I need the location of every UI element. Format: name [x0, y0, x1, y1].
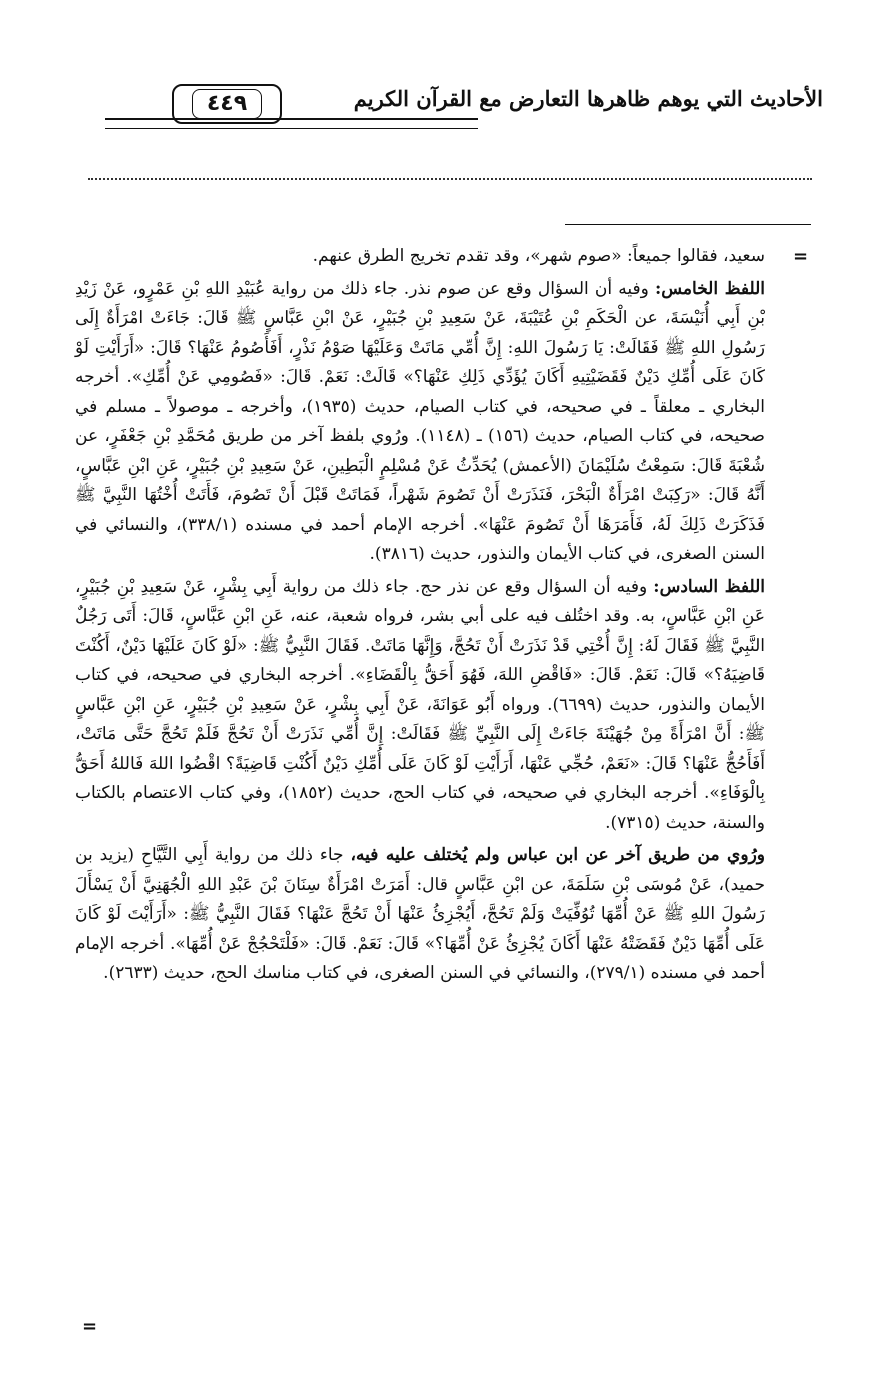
dotted-separator: [88, 178, 812, 180]
continuation-mark-bottom: =: [82, 1316, 98, 1337]
footnote-paragraph-1: [75, 242, 765, 272]
page-number-frame: [172, 84, 282, 124]
continuation-mark-top: =: [793, 246, 809, 267]
paragraph-1-text: سعيد، فقالوا جميعاً: «صوم شهر»، وقد تقدم تخريج الطرق عنهم.: [312, 246, 765, 266]
footnote-text: [75, 242, 765, 992]
footnote-rule: [565, 224, 811, 225]
footnote-paragraph-2: [75, 275, 765, 570]
paragraph-4-label: ورُوي من طريق آخر عن ابن عباس ولم يُختلف عليه فيه،: [350, 845, 765, 865]
footnote-paragraph-3: [75, 573, 765, 839]
page-number: ٤٤٩: [192, 89, 262, 119]
header-rule-left: [105, 118, 165, 129]
paragraph-4-text: جاء ذلك من رواية أَبِي التَّيَّاحِ (يزيد بن حميد)، عَنْ مُوسَى بْنِ سَلَمَةَ، عن ابْنِ عَبَّاسٍ قال: أَمَرَتْ امْرَأَةٌ سِنَانَ بْنَ عَبْدِ اللهِ الْجُهَنِيَّ أَنْ يَسْأَلَ رَسُولَ اللهِ ﷺ عَنْ أُمِّهَا تُوُفِّيَتْ وَلَمْ تَحُجَّ، أَيُجْزِئُ عَنْهَا أَنْ تَحُجَّ عَنْهَا؟ فَقَالَ النَّبِيُّ ﷺ: «أَرَأَيْتَ لَوْ كَانَ عَلَى أُمِّهَا دَيْنٌ فَقَضَتْهُ عَنْهَا أَكَانَ يُجْزِئُ عَنْ أُمِّهَا؟» قَالَ: نَعَمْ. قَالَ: «فَلْتَحْجُجْ عَنْ أُمِّهَا». أخرجه الإمام أحمد في مسنده (٢٧٩/١)، والنسائي في السنن الصغرى، في كتاب مناسك الحج، حديث (٢٦٣٣).: [75, 845, 765, 983]
paragraph-2-text: وفيه أن السؤال وقع عن صوم نذر. جاء ذلك من رواية عُبَيْدِ اللهِ بْنِ عَمْرٍو، عَنْ زَيْدِ بْنِ أَبِي أُنَيْسَةَ، عن الْحَكَمِ بْنِ عُتَيْبَةَ، عَنْ سَعِيدِ بْنِ جُبَيْرٍ، عَنْ ابْنِ عَبَّاسٍ ﷺ قَالَ: جَاءَتْ امْرَأَةٌ إِلَى رَسُولِ اللهِ ﷺ فَقَالَتْ: يَا رَسُولَ اللهِ: إِنَّ أُمِّي مَاتَتْ وَعَلَيْهَا صَوْمُ نَذْرٍ، أَفَأَصُومُ عَنْهَا؟ قَالَ: «أَرَأَيْتِ لَوْ كَانَ عَلَى أُمِّكِ دَيْنٌ فَقَضَيْتِيهِ أَكَانَ يُؤَدِّي ذَلِكِ عَنْهَا؟» قَالَتْ: نَعَمْ. قَالَ: «فَصُومِي عَنْ أُمِّكِ». أخرجه البخاري ـ معلقاً ـ في صحيحه، في كتاب الصيام، حديث (١٩٣٥)، وأخرجه ـ موصولاً ـ مسلم في صحيحه، في كتاب الصيام، حديث (١٥٦) ـ (١١٤٨). ورُوي بلفظ آخر من طريق مُحَمَّدِ بْنِ جَعْفَرٍ، عن شُعْبَةَ قَالَ: سَمِعْتُ سُلَيْمَانَ (الأعمش) يُحَدِّثُ عَنْ مُسْلِمٍ الْبَطِينِ، عَنْ سَعِيدِ بْنِ جُبَيْرٍ، عَنِ ابْنِ عَبَّاسٍ، أَنَّهُ قَالَ: «رَكِبَتْ امْرَأَةٌ الْبَحْرَ، فَنَذَرَتْ أَنْ تَصُومَ شَهْراً، فَمَاتَتْ قَبْلَ أَنْ تَصُومَ، فَأَتَتْ أُخْتُهَا النَّبِيَّ ﷺ فَذَكَرَتْ ذَلِكَ لَهُ، فَأَمَرَهَا أَنْ تَصُومَ عَنْهَا». أخرجه الإمام أحمد في مسنده (٣٣٨/١)، والنسائي في السنن الصغرى، في كتاب الأيمان والنذور، حديث (٣٨١٦).: [75, 278, 765, 564]
footnote-paragraph-4: [75, 841, 765, 989]
paragraph-2-label: اللفظ الخامس:: [654, 278, 765, 299]
paragraph-3-text: وفيه أن السؤال وقع عن نذر حج. جاء ذلك من رواية أَبِي بِشْرٍ، عَنْ سَعِيدِ بْنِ جُبَيْرٍ، عَنِ ابْنِ عَبَّاسٍ، به. وقد اختُلف فيه على أبي بشر، فرواه شعبة، عنه، عَنِ ابْنِ عَبَّاسٍ، قَالَ: أَتَى رَجُلٌ النَّبِيَّ ﷺ فَقَالَ لَهُ: إِنَّ أُخْتِي قَدْ نَذَرَتْ أَنْ تَحُجَّ، وَإِنَّهَا مَاتَتْ. فَقَالَ النَّبِيُّ ﷺ: «لَوْ كَانَ عَلَيْهَا دَيْنٌ، أَكُنْتَ قَاضِيَهُ؟» قَالَ: نَعَمْ. قَالَ: «فَاقْضِ اللهَ، فَهُوَ أَحَقُّ بِالْقَضَاءِ». أخرجه البخاري في صحيحه، في كتاب الأيمان والنذور، حديث (٦٦٩٩). ورواه أَبُو عَوَانَةَ، عَنْ أَبِي بِشْرٍ، عَنْ سَعِيدِ بْنِ جُبَيْرٍ، عَنِ ابْنِ عَبَّاسٍ ﷺ: أَنَّ امْرَأَةً مِنْ جُهَيْنَةَ جَاءَتْ إِلَى النَّبِيِّ ﷺ فَقَالَتْ: إِنَّ أُمِّي نَذَرَتْ أَنْ تَحُجَّ فَلَمْ تَحُجَّ حَتَّى مَاتَتْ، أَفَأَحُجُّ عَنْهَا؟ قَالَ: «نَعَمْ، حُجِّي عَنْهَا، أَرَأَيْتِ لَوْ كَانَ عَلَى أُمِّكِ دَيْنٌ أَكُنْتِ قَاضِيَةً؟ اقْضُوا اللهَ فَاللهُ أَحَقُّ بِالْوَفَاءِ». أخرجه البخاري في صحيحه، في كتاب الحج، حديث (١٨٥٢)، وفي كتاب الاعتصام بالكتاب والسنة، حديث (٧٣١٥).: [75, 576, 766, 833]
header-title: الأحاديث التي يوهم ظاهرها التعارض مع القرآن الكريم: [353, 86, 823, 111]
paragraph-3-label: اللفظ السادس:: [653, 576, 765, 597]
running-header: [105, 78, 823, 128]
